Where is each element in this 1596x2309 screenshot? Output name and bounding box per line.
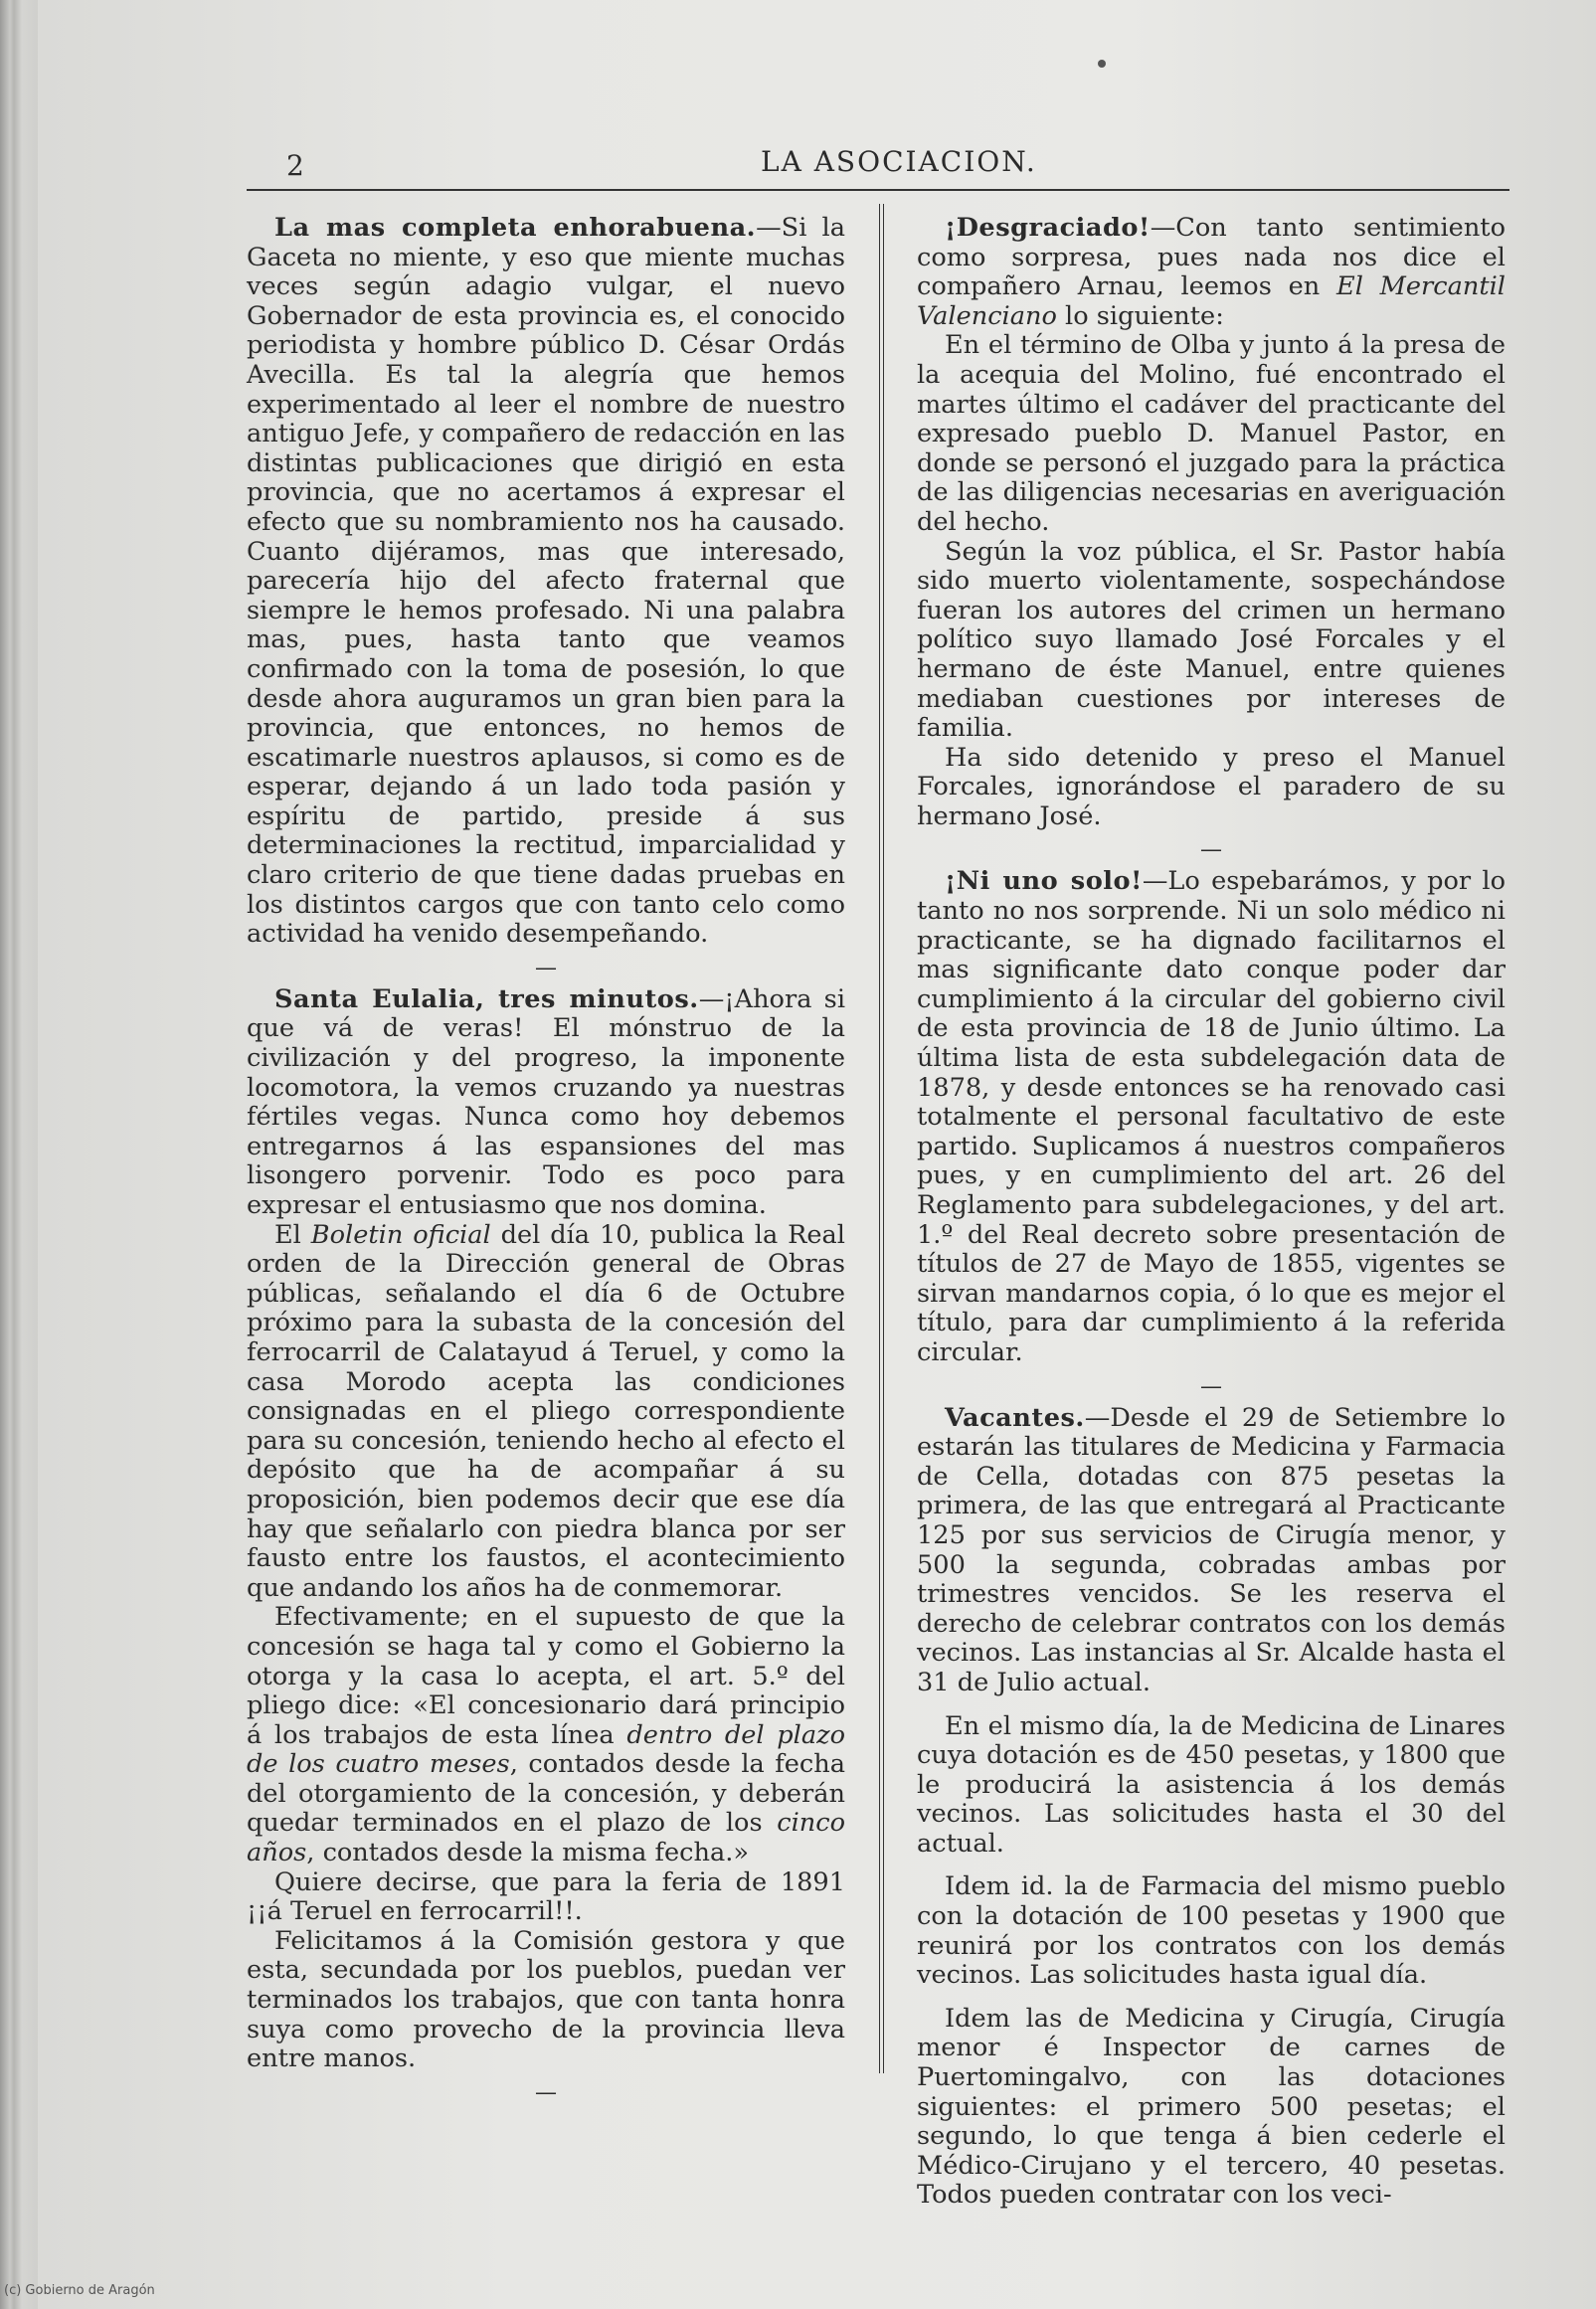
copyright-credit: (c) Gobierno de Aragón [4, 2283, 155, 2298]
separator: — [1200, 1373, 1222, 1399]
right-column [917, 214, 1506, 2211]
article-title: La mas completa enhorabuena. [274, 213, 757, 243]
ink-dot [1098, 60, 1106, 68]
paragraph: Efectivamente; en el supuesto de que la concesión se haga tal y como el Gobierno la otorga y la casa lo acepta, el art. 5.º del pliego dice: «El concesionario dará principio á los trabajos de esta línea dentro del plazo de los cuatro meses, contados desde la fecha del otorgamiento de la concesión, y deberán quedar terminados en el plazo de los cinco años, contados desde la misma fecha.» [247, 1602, 845, 1868]
article-title: Vacantes. [945, 1402, 1085, 1433]
paragraph: Idem las de Medicina y Cirugía, Cirugía menor é Inspector de carnes de Puertomingalvo, con las dotaciones siguientes: el primero 500 pesetas; el segundo, lo que tenga á bien cederle el Médico-Cirujano y el tercero, 40 pesetas. Todos pueden contratar con los veci- [917, 2003, 1506, 2211]
article-ni-uno-solo: ¡Ni uno solo!—Lo espebarámos, y por lo tanto no nos sorprende. Ni un solo médico ni practicante, se ha dignado facilitarnos el mas significante dato conque poder dar cumplimiento á la circular del gobierno civil de esta provincia de 18 de Junio último. La última lista de esta subdelegación data de 1878, y desde entonces se ha renovado casi totalmente el personal facultativo de este partido. Suplicamos á nuestros compañeros pues, y en cumplimiento del art. 26 del Reglamento para subdelegaciones, y del art. 1.º del Real decreto sobre presentación de títulos de 27 de Mayo de 1855, vigentes se sirvan mandarnos copia, ó lo que es mejor el título, para dar cumplimiento á la referida circular. [917, 866, 1507, 1367]
page-number: 2 [286, 149, 304, 182]
column-divider [879, 204, 884, 2073]
running-title: LA ASOCIACION. [761, 145, 1037, 178]
article-vacantes: Vacantes.—Desde el 29 de Setiembre lo estarán las titulares de Medicina y Farmacia de Cella, dotadas con 875 pesetas la primera, de las que entregará al Practicante 125 por sus servicios de Cirugía menor, y 500 la segunda, cobradas ambas por trimestres vencidos. Se les reserva el derecho de celebrar contratos con los demás vecinos. Las instancias al Sr. Alcalde hasta el 31 de Julio actual. [917, 1402, 1506, 1697]
separator: — [1200, 837, 1222, 863]
paragraph: El Boletin oficial del día 10, publica la Real orden de la Dirección general de Obras públicas, señalando el día 6 de Octubre próximo para la subasta de la concesión del ferrocarril de Calatayud á Teruel, y como la casa Morodo acepta las condiciones consignadas en el pliego correspondiente para su concesión, teniendo hecho al efecto el depósito que ha de acompañar á su proposición, bien podemos decir que ese día hay que señalarlo con piedra blanca por ser fausto entre los faustos, el acontecimiento que andando los años ha de conmemorar. [247, 1219, 845, 1603]
paragraph: Según la voz pública, el Sr. Pastor había sido muerto violentamente, sospechándose fueran los autores del crimen un hermano político suyo llamado José Forcales y el hermano de éste Manuel, entre quienes mediaban cuestiones por intereses de familia. [917, 536, 1506, 744]
article-title: ¡Desgraciado! [945, 213, 1151, 243]
paragraph: Felicitamos á la Comisión gestora y que esta, secundada por los pueblos, puedan ver terminados los trabajos, que con tanta honra suya como provecho de la provincia lleva entre manos. [247, 1925, 845, 2074]
paragraph: Idem id. la de Farmacia del mismo pueblo con la dotación de 100 pesetas y 1900 que reunirá por los contratos con los demás vecinos. Las solicitudes hasta igual día. [917, 1871, 1506, 1991]
article-desgraciado: ¡Desgraciado!—Con tanto sentimiento como sorpresa, pues nada nos dice el compañero Arnau, leemos en El Mercantil Valenciano lo siguiente: [917, 213, 1506, 331]
paragraph: En el mismo día, la de Medicina de Linares cuya dotación es de 450 pesetas, y 1800 que le producirá la asistencia á los demás vecinos. Las solicitudes hasta el 30 del actual. [917, 1710, 1506, 1859]
article-enhorabuena: La mas completa enhorabuena.—Si la Gaceta no miente, y eso que miente muchas veces según adagio vulgar, el nuevo Gobernador de esta provincia es, el conocido periodista y hombre público D. César Ordás Avecilla. Es tal la alegría que hemos experimentado al leer el nombre de nuestro antiguo Jefe, y compañero de redacción en las distintas publicaciones que dirigió en esta provincia, que no acertamos á expresar el efecto que su nombramiento nos ha causado. Cuanto dijéramos, mas que interesado, parecería hijo del afecto fraternal que siempre le hemos profesado. Ni una palabra mas, pues, hasta tanto que veamos confirmado con la toma de posesión, lo que desde ahora auguramos un gran bien para la provincia, que entonces, no hemos de escatimarle nuestros aplausos, si como es de esperar, dejando á un lado toda pasión y espíritu de partido, preside á sus determinaciones la rectitud, imparcialidad y claro criterio de que tiene dadas pruebas en los distintos cargos que con tanto celo como actividad ha venido desempeñando. [247, 213, 845, 950]
paragraph: En el término de Olba y junto á la presa de la acequia del Molino, fué encontrado el martes último el cadáver del practicante del expresado pueblo D. Manuel Pastor, en donde se personó el juzgado para la práctica de las diligencias necesarias en averiguación del hecho. [917, 330, 1506, 537]
paragraph: Quiere decirse, que para la feria de 1891 ¡¡á Teruel en ferrocarril!!. [247, 1866, 845, 1927]
paragraph: Ha sido detenido y preso el Manuel Forcales, ignorándose el paradero de su hermano José. [917, 742, 1506, 831]
book-binding-edge [0, 0, 38, 2309]
article-title: ¡Ni uno solo! [945, 866, 1143, 897]
separator: — [535, 2079, 557, 2105]
article-santa-eulalia: Santa Eulalia, tres minutos.—¡Ahora si que vá de veras! El mónstruo de la civilización y del progreso, la imponente locomotora, la vemos cruzando ya nuestras fértiles vegas. Nunca como hoy debemos entregarnos á las espansiones del mas lisongero porvenir. Todo es poco para expresar el entusiasmo que nos domina. [247, 983, 846, 1220]
separator: — [535, 955, 557, 980]
header-rule [247, 189, 1509, 191]
article-title: Santa Eulalia, tres minutos. [274, 983, 699, 1014]
left-column [247, 214, 845, 2110]
